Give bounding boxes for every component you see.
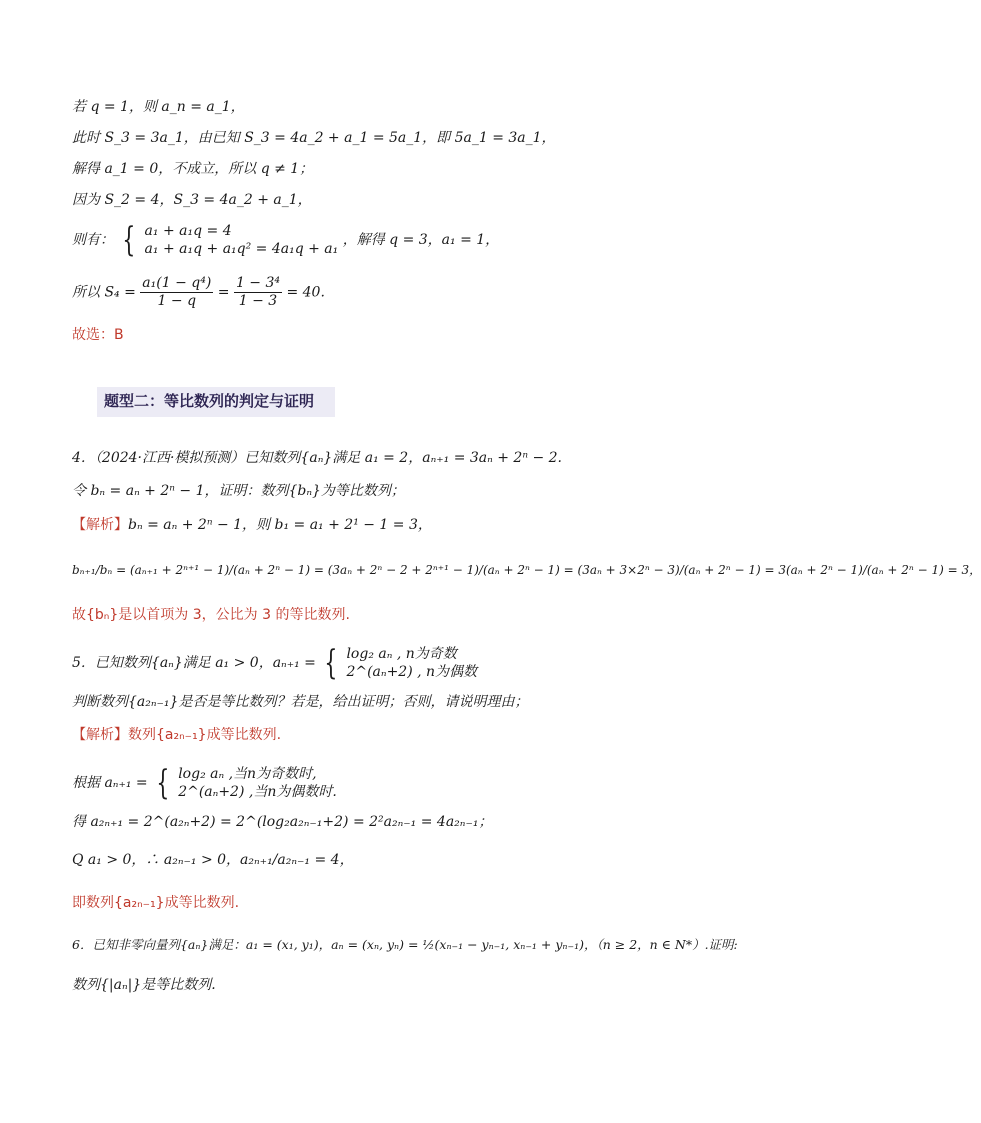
problem-5-prefix: 5．已知数列{aₙ}满足 a₁ > 0，aₙ₊₁ =: [72, 655, 316, 671]
fraction-1-numerator: a₁(1 − q⁴): [142, 275, 212, 291]
left-brace: {: [156, 763, 170, 803]
problem-6-statement: 6．已知非零向量列{aₙ}满足：a₁ = (x₁, y₁)，aₙ = (xₙ, yₙ) = ½(xₙ₋₁ − yₙ₋₁, xₙ₋₁ + yₙ₋₁)，（n ≥ 2，n ∈ N*）.证明:: [72, 937, 738, 952]
fraction-2: [234, 275, 282, 310]
cases-block: [145, 222, 339, 258]
problem-5-since: Q a₁ > 0，∴ a₂ₙ₋₁ > 0，a₂ₙ₊₁/a₂ₙ₋₁ = 4，: [72, 852, 354, 868]
fraction-2-denominator: 1 − 3: [238, 293, 278, 309]
left-brace: {: [324, 643, 338, 683]
case-1: a₁ + a₁q = 4: [144, 223, 232, 239]
fraction-1-denominator: 1 − q: [157, 293, 197, 309]
problem-5-solution: [72, 725, 281, 745]
problem-5-derivation: 得 a₂ₙ₊₁ = 2^(a₂ₙ+2) = 2^(log₂a₂ₙ₋₁+2) = 2²a₂ₙ₋₁ = 4a₂ₙ₋₁；: [72, 814, 493, 830]
ratio-derivation: bₙ₊₁/bₙ = (aₙ₊₁ + 2ⁿ⁺¹ − 1)/(aₙ + 2ⁿ − 1) = (3aₙ + 2ⁿ − 2 + 2ⁿ⁺¹ − 1)/(aₙ + 2ⁿ − 1) = (3aₙ + 3×2ⁿ − 3)/(aₙ + 2ⁿ − 1) = 3(aₙ + 2ⁿ − 1)/(aₙ + 2ⁿ − 1) = 3，: [72, 563, 981, 577]
basis-case-odd: log₂ aₙ ,当n为奇数时,: [178, 766, 317, 782]
fraction-1: [140, 275, 213, 310]
left-brace: {: [122, 220, 136, 260]
problem-4-solution: [72, 515, 432, 535]
cases-block: [178, 765, 337, 801]
solution-tag: 【解析】: [72, 727, 128, 743]
given-sums-line: 因为 S_2 = 4，S_3 = 4a_2 + a_1，: [72, 192, 312, 208]
problem-4-statement: 4．（2024·江西·模拟预测）已知数列{aₙ}满足 a₁ = 2，aₙ₊₁ = 3aₙ + 2ⁿ − 2.: [72, 450, 562, 466]
case-2: a₁ + a₁q + a₁q² = 4a₁q + a₁: [144, 241, 339, 257]
basis-prefix: 根据 aₙ₊₁ =: [72, 775, 148, 791]
s4-result: [72, 275, 325, 310]
problem-5-basis: [72, 765, 337, 801]
solution-tag: 【解析】: [72, 517, 128, 533]
system-suffix: ，解得 q = 3，a₁ = 1，: [342, 232, 500, 248]
answer-choice: 故选：B: [72, 327, 124, 343]
equals-sign: =: [217, 284, 230, 301]
problem-5-task: 判断数列{a₂ₙ₋₁}是否是等比数列？若是，给出证明；否则，请说明理由；: [72, 694, 529, 710]
case-odd: log₂ aₙ , n为奇数: [346, 646, 457, 662]
section-heading: 题型二：等比数列的判定与证明: [104, 392, 315, 410]
problem-4-task: 令 bₙ = aₙ + 2ⁿ − 1，证明：数列{bₙ}为等比数列；: [72, 483, 405, 499]
system-prefix: 则有：: [72, 232, 114, 248]
problem-5-conclusion: 即数列{a₂ₙ₋₁}成等比数列.: [72, 895, 240, 911]
solution-text: bₙ = aₙ + 2ⁿ − 1，则 b₁ = a₁ + 2¹ − 1 = 3，: [128, 517, 432, 533]
cases-block: [346, 645, 477, 681]
s4-suffix: = 40.: [286, 284, 325, 301]
case-even: 2^(aₙ+2) , n为偶数: [346, 664, 478, 680]
basis-case-even: 2^(aₙ+2) ,当n为偶数时.: [178, 784, 337, 800]
problem-4-conclusion: 故{bₙ}是以首项为 3，公比为 3 的等比数列.: [72, 607, 350, 623]
s4-prefix: 所以 S₄ =: [72, 284, 136, 301]
contradiction-line: 解得 a_1 = 0，不成立，所以 q ≠ 1；: [72, 161, 314, 177]
system-of-equations: [72, 222, 499, 258]
s3-derivation: 此时 S_3 = 3a_1，由已知 S_3 = 4a_2 + a_1 = 5a_1，即 5a_1 = 3a_1，: [72, 130, 556, 146]
problem-6-continuation: 数列{|aₙ|}是等比数列.: [72, 977, 216, 993]
solution-text: 数列{a₂ₙ₋₁}成等比数列.: [128, 727, 282, 743]
case-q-equals-1: 若 q = 1，则 a_n = a_1，: [72, 99, 245, 115]
problem-5-statement: [72, 645, 477, 681]
fraction-2-numerator: 1 − 3⁴: [235, 275, 280, 291]
